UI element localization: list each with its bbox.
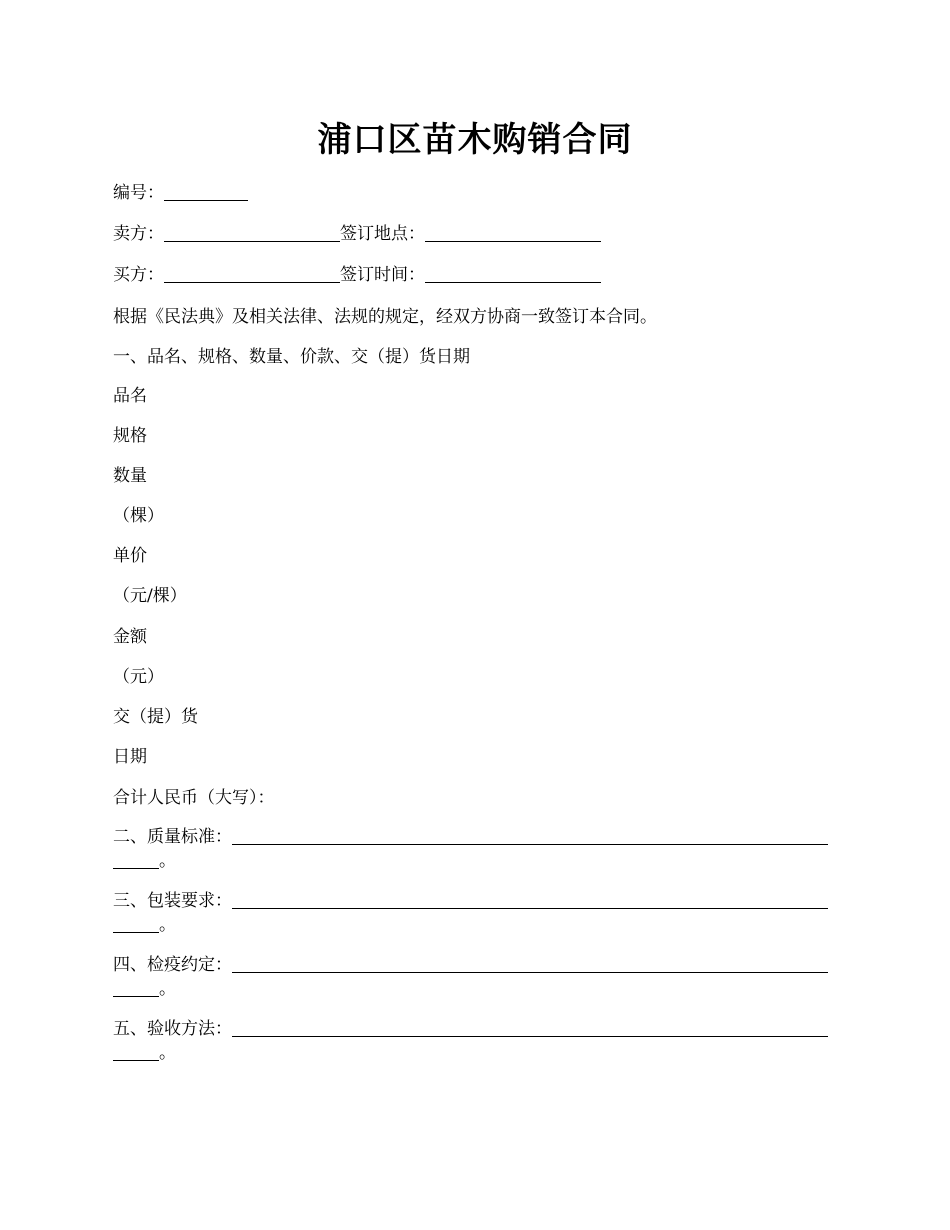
clause-quality-end: 。 xyxy=(159,851,176,871)
clause-acceptance xyxy=(113,1017,828,1041)
table-label-amount-unit: （元） xyxy=(113,667,164,687)
sign-place-blank[interactable] xyxy=(425,223,601,242)
clause-quality-blank[interactable] xyxy=(232,826,828,845)
clause-quarantine xyxy=(113,953,828,977)
number-blank[interactable] xyxy=(164,182,248,201)
clause-packaging-tail-blank[interactable] xyxy=(113,914,159,933)
clause-quarantine-end: 。 xyxy=(159,979,176,999)
number-label: 编号： xyxy=(113,183,164,203)
clause-acceptance-tail-blank[interactable] xyxy=(113,1042,159,1061)
section1-heading: 一、品名、规格、数量、价款、交（提）货日期 xyxy=(113,347,470,367)
clause-acceptance-end: 。 xyxy=(159,1043,176,1063)
buyer-line xyxy=(113,263,601,287)
sign-time-label: 签订时间： xyxy=(340,265,425,285)
table-label-amount: 金额 xyxy=(113,627,147,647)
table-label-quantity: 数量 xyxy=(113,466,147,486)
clause-quarantine-blank[interactable] xyxy=(232,954,828,973)
clause-acceptance-label: 五、验收方法： xyxy=(113,1019,232,1039)
table-label-date: 日期 xyxy=(113,747,147,767)
clause-quarantine-tail-blank[interactable] xyxy=(113,978,159,997)
table-label-spec: 规格 xyxy=(113,426,147,446)
clause-quality-label: 二、质量标准： xyxy=(113,827,232,847)
table-label-product-name: 品名 xyxy=(113,386,147,406)
clause-quality xyxy=(113,825,828,849)
total-amount-label: 合计人民币（大写）： xyxy=(113,788,275,808)
clause-quality-tail xyxy=(113,849,176,873)
clause-packaging-label: 三、包装要求： xyxy=(113,891,232,911)
seller-blank[interactable] xyxy=(164,223,340,242)
buyer-label: 买方： xyxy=(113,265,164,285)
clause-acceptance-blank[interactable] xyxy=(232,1018,828,1037)
clause-packaging-end: 。 xyxy=(159,915,176,935)
document-title: 浦口区苗木购销合同 xyxy=(317,120,633,160)
clause-quarantine-tail xyxy=(113,977,176,1001)
sign-time-blank[interactable] xyxy=(425,264,601,283)
clause-packaging xyxy=(113,889,828,913)
sign-place-label: 签订地点： xyxy=(340,224,425,244)
intro-paragraph: 根据《民法典》及相关法律、法规的规定，经双方协商一致签订本合同。 xyxy=(113,307,657,327)
clause-packaging-blank[interactable] xyxy=(232,890,828,909)
table-label-quantity-unit: （棵） xyxy=(113,506,164,526)
seller-label: 卖方： xyxy=(113,224,164,244)
table-label-delivery: 交（提）货 xyxy=(113,707,198,727)
seller-line xyxy=(113,222,601,246)
clause-quality-tail-blank[interactable] xyxy=(113,850,159,869)
table-label-unit-price: 单价 xyxy=(113,546,147,566)
clause-quarantine-label: 四、检疫约定： xyxy=(113,955,232,975)
clause-acceptance-tail xyxy=(113,1041,176,1065)
buyer-blank[interactable] xyxy=(164,264,340,283)
table-label-unit-price-unit: （元/棵） xyxy=(113,586,187,606)
clause-packaging-tail xyxy=(113,913,176,937)
number-line xyxy=(113,181,248,205)
